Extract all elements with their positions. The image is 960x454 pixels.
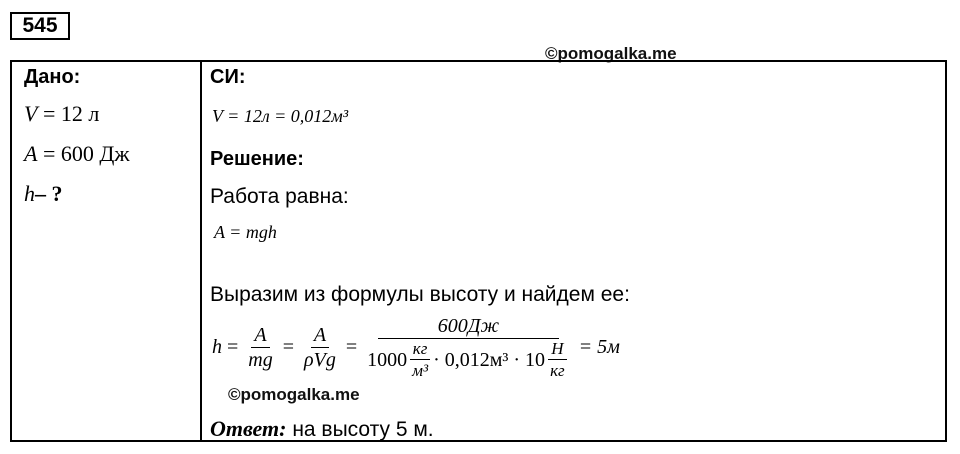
solution-table (10, 60, 947, 442)
den-volume-g: · 0,012м³ · 10 (433, 348, 546, 371)
given-work (24, 141, 130, 167)
given-volume (24, 101, 99, 127)
answer-label: Ответ: (210, 416, 287, 441)
fraction-a-mg-num: A (251, 323, 269, 348)
problem-number: 545 (10, 12, 70, 40)
fraction-a-mg-den: mg (248, 348, 273, 371)
answer-line (210, 416, 434, 442)
den-g-unit (547, 339, 568, 382)
fraction-a-rhovg (301, 323, 339, 373)
given-unknown-var: h (24, 181, 35, 206)
den-density-unit-den: м³ (412, 361, 429, 381)
watermark-bottom: ©pomogalka.me (228, 385, 360, 404)
den-density-unit (409, 339, 431, 382)
formula-result: = 5м (578, 336, 620, 359)
den-density-unit-num: кг (410, 339, 431, 360)
den-g-unit-den: кг (550, 361, 565, 381)
given-title: Дано: (24, 66, 81, 88)
fraction-a-rhovg-den: ρVg (304, 348, 336, 371)
watermark-top: ©pomogalka.me (545, 44, 677, 63)
si-formula: V = 12л = 0,012м³ (212, 106, 349, 126)
work-formula: A = mgh (214, 222, 277, 242)
solution-title: Решение: (210, 148, 304, 170)
given-work-var: A (24, 141, 38, 166)
fraction-a-rhovg-num: A (311, 323, 329, 348)
given-volume-var: V (24, 101, 38, 126)
formula-lhs: h (212, 336, 222, 359)
work-text: Работа равна: (210, 185, 349, 208)
fraction-numeric-den (364, 339, 573, 382)
main-formula: h = $\frac{A}{mg}$ = $\frac{A}{\text{ρVg}}$ = 600Дж 1000 $\frac{кг}{\text{м³}}$ · 0,012м³ · 10 $\frac{Н}{кг}$ = 5м (212, 315, 620, 381)
fraction-numeric-num: 600Дж (378, 314, 559, 339)
fraction-a-mg (245, 323, 275, 373)
den-density-value: 1000 (367, 348, 408, 371)
column-divider (200, 60, 202, 442)
given-unknown (24, 181, 63, 207)
fraction-numeric (364, 314, 573, 382)
given-volume-value: = 12 л (37, 101, 100, 126)
given-work-value: = 600 Дж (37, 141, 130, 166)
given-unknown-mark: – ? (35, 181, 63, 206)
answer-text: на высоту 5 м. (286, 418, 434, 441)
den-g-unit-num: Н (548, 339, 566, 360)
express-text: Выразим из формулы высоту и найдем ее: (210, 283, 630, 306)
si-title: СИ: (210, 66, 246, 88)
